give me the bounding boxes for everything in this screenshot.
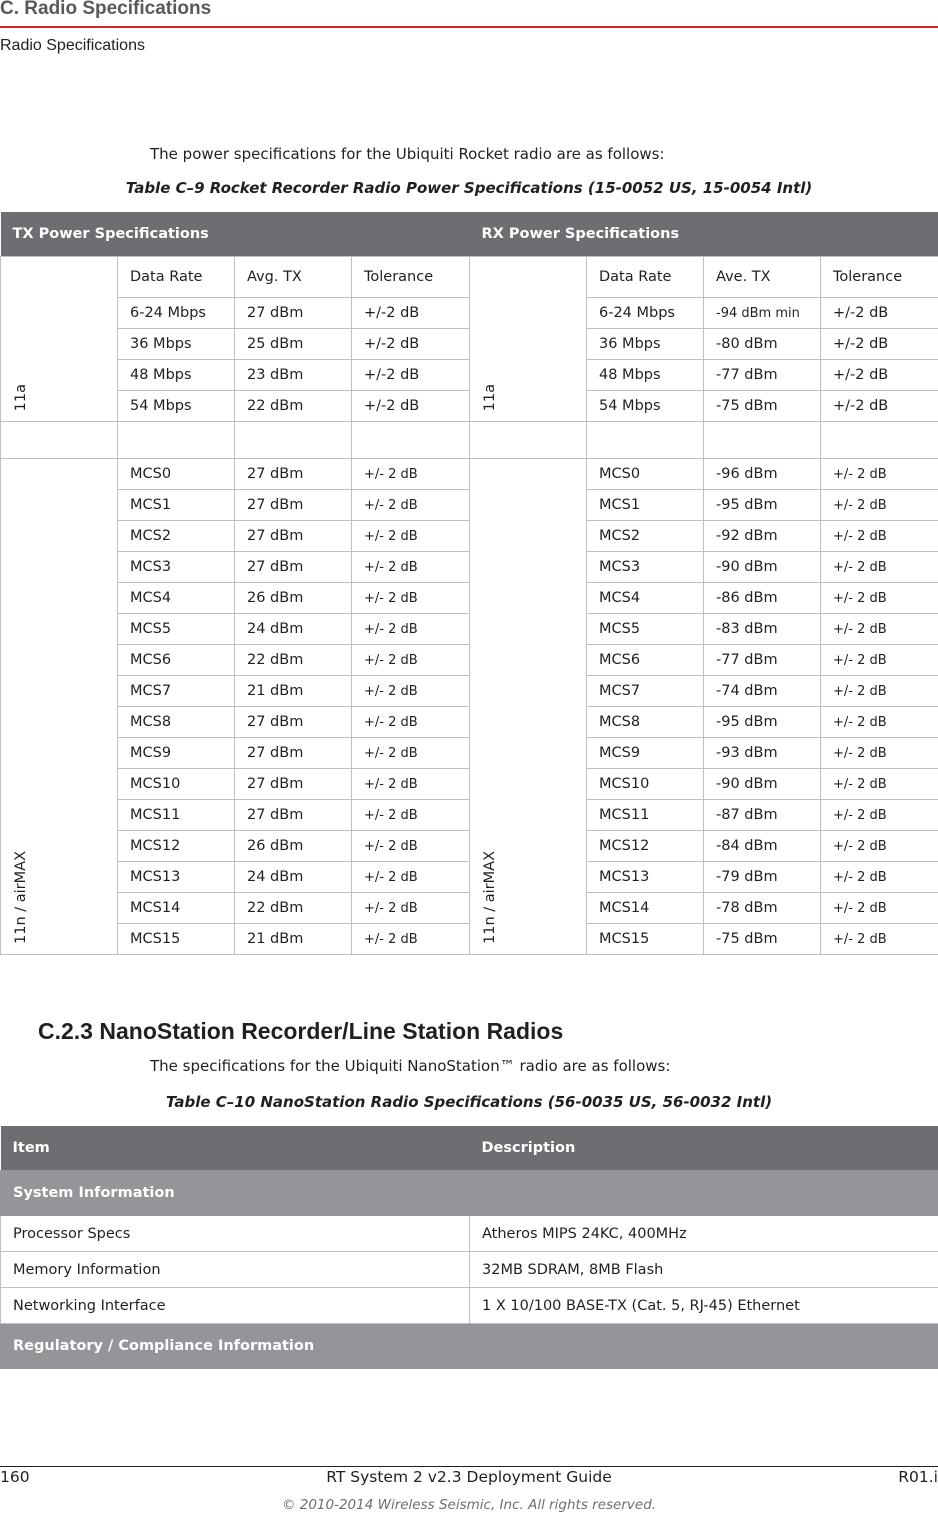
tx-tol: +/- 2 dB xyxy=(352,769,470,800)
rx-tol: +/-2 dB xyxy=(821,329,938,360)
tx-tol: +/-2 dB xyxy=(352,298,470,329)
description-cell: Atheros MIPS 24KC, 400MHz xyxy=(470,1216,938,1252)
tx-avg: 27 dBm xyxy=(235,521,352,552)
tx-rate: MCS5 xyxy=(118,614,235,645)
tx-tol: +/- 2 dB xyxy=(352,862,470,893)
rx-avg: -77 dBm xyxy=(704,645,821,676)
chapter-title: C. Radio Specifications xyxy=(0,0,212,19)
group-11n-rx xyxy=(470,459,587,955)
table-row xyxy=(1,1288,938,1324)
rx-rate: MCS11 xyxy=(587,800,704,831)
rx-avg: -92 dBm xyxy=(704,521,821,552)
tx-avg: 27 dBm xyxy=(235,707,352,738)
rx-rate: MCS4 xyxy=(587,583,704,614)
copyright: © 2010-2014 Wireless Seismic, Inc. All rights reserved. xyxy=(281,1497,657,1513)
group-system-information: System Information xyxy=(1,1171,938,1216)
rx-avg: -77 dBm xyxy=(704,360,821,391)
tx-avg: 27 dBm xyxy=(235,738,352,769)
footer-divider xyxy=(0,1466,938,1467)
tx-tol: +/- 2 dB xyxy=(352,583,470,614)
tx-tol: +/- 2 dB xyxy=(352,521,470,552)
rx-rate: MCS1 xyxy=(587,490,704,521)
chapter-header xyxy=(0,0,938,28)
rx-header: RX Power Specifications xyxy=(470,212,938,257)
tx-tol: +/- 2 dB xyxy=(352,893,470,924)
tx-avg: 22 dBm xyxy=(235,645,352,676)
rx-avg: -90 dBm xyxy=(704,552,821,583)
rx-rate: MCS10 xyxy=(587,769,704,800)
rx-rate: 6-24 Mbps xyxy=(587,298,704,329)
table-header-row xyxy=(1,1126,938,1171)
tx-avg: 27 dBm xyxy=(235,459,352,490)
section-title: Radio Specifications xyxy=(0,37,145,54)
tx-avg: 25 dBm xyxy=(235,329,352,360)
rx-rate: MCS14 xyxy=(587,893,704,924)
group-row xyxy=(1,1324,938,1369)
rx-rate: MCS12 xyxy=(587,831,704,862)
tx-rate: 6-24 Mbps xyxy=(118,298,235,329)
tx-avg: 23 dBm xyxy=(235,360,352,391)
tx-tol: +/- 2 dB xyxy=(352,676,470,707)
item-cell: Memory Information xyxy=(1,1252,470,1288)
group-label: 11a xyxy=(482,383,498,411)
tx-avg: 26 dBm xyxy=(235,831,352,862)
tx-rate: MCS7 xyxy=(118,676,235,707)
tx-rate: MCS2 xyxy=(118,521,235,552)
nanostation-spec-table xyxy=(0,1126,938,1369)
tx-rate: MCS0 xyxy=(118,459,235,490)
rx-tol: +/- 2 dB xyxy=(821,521,938,552)
rocket-power-table xyxy=(0,212,938,955)
rx-rate: MCS7 xyxy=(587,676,704,707)
tx-avg: 22 dBm xyxy=(235,893,352,924)
group-label: 11n / airMAX xyxy=(482,851,498,944)
rx-avg: -74 dBm xyxy=(704,676,821,707)
table-row xyxy=(1,459,938,490)
tx-rate: 54 Mbps xyxy=(118,391,235,422)
rx-tol: +/- 2 dB xyxy=(821,676,938,707)
col-tolerance: Tolerance xyxy=(821,257,938,298)
rocket-table-caption: Table C–9 Rocket Recorder Radio Power Specifications (15-0052 US, 15-0054 Intl) xyxy=(125,179,813,197)
rx-avg: -75 dBm xyxy=(704,924,821,955)
tx-header: TX Power Specifications xyxy=(1,212,470,257)
description-cell: 32MB SDRAM, 8MB Flash xyxy=(470,1252,938,1288)
tx-rate: MCS4 xyxy=(118,583,235,614)
tx-avg: 22 dBm xyxy=(235,391,352,422)
col-data-rate: Data Rate xyxy=(118,257,235,298)
tx-avg: 26 dBm xyxy=(235,583,352,614)
rx-rate: MCS0 xyxy=(587,459,704,490)
col-description: Description xyxy=(470,1126,938,1171)
group-regulatory-information: Regulatory / Compliance Information xyxy=(1,1324,938,1369)
tx-avg: 27 dBm xyxy=(235,552,352,583)
col-avg-tx: Avg. TX xyxy=(235,257,352,298)
tx-tol: +/- 2 dB xyxy=(352,459,470,490)
page-number: 160 xyxy=(0,1468,30,1486)
revision: R01.i xyxy=(898,1468,938,1486)
tx-tol: +/-2 dB xyxy=(352,329,470,360)
description-cell: 1 X 10/100 BASE-TX (Cat. 5, RJ-45) Ethernet xyxy=(470,1288,938,1324)
tx-rate: MCS11 xyxy=(118,800,235,831)
rx-tol: +/- 2 dB xyxy=(821,924,938,955)
tx-rate: MCS8 xyxy=(118,707,235,738)
rx-avg: -90 dBm xyxy=(704,769,821,800)
rx-tol: +/- 2 dB xyxy=(821,552,938,583)
rx-avg: -96 dBm xyxy=(704,459,821,490)
tx-tol: +/- 2 dB xyxy=(352,831,470,862)
tx-rate: 36 Mbps xyxy=(118,329,235,360)
rx-avg: -95 dBm xyxy=(704,490,821,521)
tx-rate: MCS1 xyxy=(118,490,235,521)
nano-intro: The specifications for the Ubiquiti NanoStation™ radio are as follows: xyxy=(150,1057,671,1075)
tx-rate: MCS10 xyxy=(118,769,235,800)
tx-avg: 21 dBm xyxy=(235,676,352,707)
rx-rate: MCS9 xyxy=(587,738,704,769)
rx-avg: -78 dBm xyxy=(704,893,821,924)
tx-tol: +/- 2 dB xyxy=(352,707,470,738)
rx-rate: MCS3 xyxy=(587,552,704,583)
rx-rate: MCS2 xyxy=(587,521,704,552)
rx-tol: +/- 2 dB xyxy=(821,893,938,924)
tx-tol: +/-2 dB xyxy=(352,391,470,422)
tx-tol: +/- 2 dB xyxy=(352,800,470,831)
column-header-row xyxy=(1,257,938,298)
rx-avg: -93 dBm xyxy=(704,738,821,769)
tx-rate: MCS3 xyxy=(118,552,235,583)
item-cell: Processor Specs xyxy=(1,1216,470,1252)
section-heading: C.2.3 NanoStation Recorder/Line Station Radios xyxy=(38,1018,564,1044)
col-ave-tx: Ave. TX xyxy=(704,257,821,298)
rx-rate: MCS8 xyxy=(587,707,704,738)
rx-avg: -95 dBm xyxy=(704,707,821,738)
tx-avg: 24 dBm xyxy=(235,614,352,645)
rx-tol: +/- 2 dB xyxy=(821,490,938,521)
table-row xyxy=(1,1252,938,1288)
rx-avg: -80 dBm xyxy=(704,329,821,360)
rx-tol: +/- 2 dB xyxy=(821,583,938,614)
rx-tol: +/- 2 dB xyxy=(821,831,938,862)
tx-tol: +/- 2 dB xyxy=(352,490,470,521)
rx-tol: +/-2 dB xyxy=(821,298,938,329)
tx-rate: MCS9 xyxy=(118,738,235,769)
rx-tol: +/-2 dB xyxy=(821,360,938,391)
item-cell: Networking Interface xyxy=(1,1288,470,1324)
tx-rate: MCS6 xyxy=(118,645,235,676)
tx-avg: 27 dBm xyxy=(235,490,352,521)
group-11a-tx xyxy=(1,257,118,422)
tx-rate: 48 Mbps xyxy=(118,360,235,391)
rx-avg: -75 dBm xyxy=(704,391,821,422)
rx-tol: +/- 2 dB xyxy=(821,862,938,893)
rx-rate: MCS6 xyxy=(587,645,704,676)
group-label: 11n / airMAX xyxy=(13,851,29,944)
tx-tol: +/- 2 dB xyxy=(352,614,470,645)
rx-tol: +/- 2 dB xyxy=(821,645,938,676)
tx-tol: +/- 2 dB xyxy=(352,645,470,676)
doc-title: RT System 2 v2.3 Deployment Guide xyxy=(326,1468,612,1486)
tx-rate: MCS12 xyxy=(118,831,235,862)
rx-avg: -79 dBm xyxy=(704,862,821,893)
tx-rate: MCS15 xyxy=(118,924,235,955)
rx-avg: -84 dBm xyxy=(704,831,821,862)
rx-rate: MCS15 xyxy=(587,924,704,955)
rx-tol: +/- 2 dB xyxy=(821,738,938,769)
col-data-rate: Data Rate xyxy=(587,257,704,298)
rx-rate: MCS13 xyxy=(587,862,704,893)
spacer-row xyxy=(1,422,938,459)
col-item: Item xyxy=(1,1126,470,1171)
rx-tol: +/- 2 dB xyxy=(821,769,938,800)
rx-rate: MCS5 xyxy=(587,614,704,645)
rx-rate: 48 Mbps xyxy=(587,360,704,391)
rocket-intro: The power specifications for the Ubiquiti Rocket radio are as follows: xyxy=(150,145,665,163)
table-header-row xyxy=(1,212,938,257)
col-tolerance: Tolerance xyxy=(352,257,470,298)
rx-rate: 54 Mbps xyxy=(587,391,704,422)
tx-tol: +/- 2 dB xyxy=(352,738,470,769)
tx-rate: MCS14 xyxy=(118,893,235,924)
tx-avg: 27 dBm xyxy=(235,769,352,800)
rx-rate: 36 Mbps xyxy=(587,329,704,360)
tx-tol: +/- 2 dB xyxy=(352,924,470,955)
tx-avg: 21 dBm xyxy=(235,924,352,955)
rx-tol: +/- 2 dB xyxy=(821,800,938,831)
nano-table-caption: Table C–10 NanoStation Radio Specifications (56-0035 US, 56-0032 Intl) xyxy=(165,1093,773,1111)
tx-tol: +/- 2 dB xyxy=(352,552,470,583)
rx-tol: +/- 2 dB xyxy=(821,459,938,490)
group-11n-tx xyxy=(1,459,118,955)
group-row xyxy=(1,1171,938,1216)
tx-avg: 24 dBm xyxy=(235,862,352,893)
rx-avg: -83 dBm xyxy=(704,614,821,645)
group-label: 11a xyxy=(13,383,29,411)
rx-tol: +/-2 dB xyxy=(821,391,938,422)
rx-avg: -87 dBm xyxy=(704,800,821,831)
tx-avg: 27 dBm xyxy=(235,298,352,329)
group-11a-rx xyxy=(470,257,587,422)
tx-avg: 27 dBm xyxy=(235,800,352,831)
table-row xyxy=(1,1216,938,1252)
rx-avg: -94 dBm min xyxy=(704,298,821,329)
tx-tol: +/-2 dB xyxy=(352,360,470,391)
rx-tol: +/- 2 dB xyxy=(821,614,938,645)
rx-avg: -86 dBm xyxy=(704,583,821,614)
rx-tol: +/- 2 dB xyxy=(821,707,938,738)
tx-rate: MCS13 xyxy=(118,862,235,893)
